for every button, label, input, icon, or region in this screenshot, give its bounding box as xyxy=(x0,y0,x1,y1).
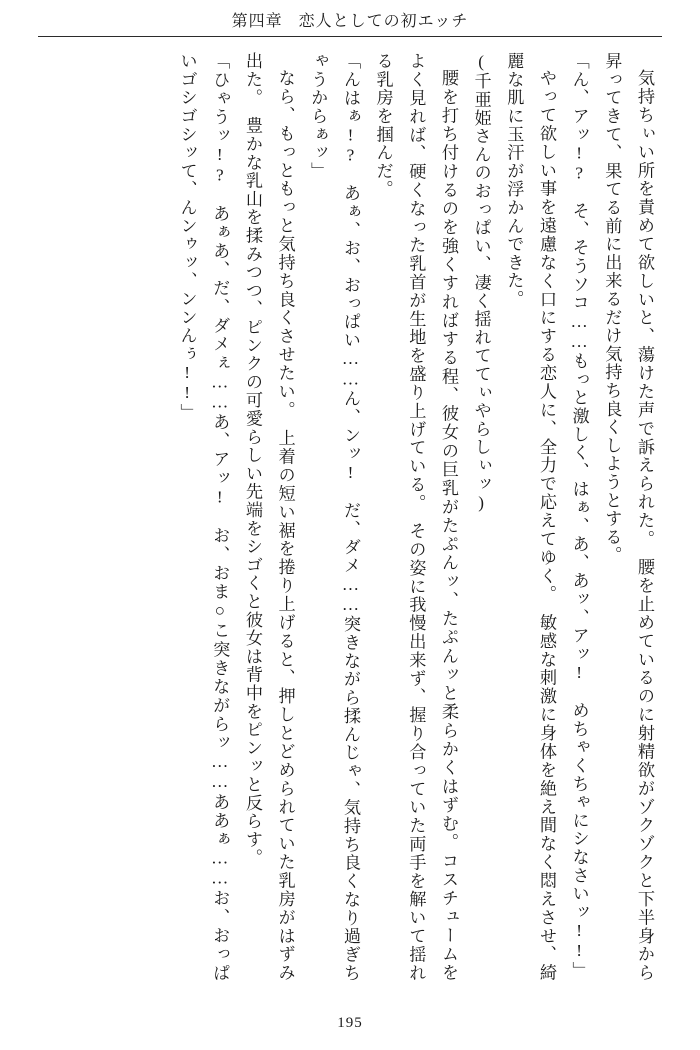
page-number: 195 xyxy=(337,1015,363,1031)
page-body-text xyxy=(40,52,660,982)
paragraph: やって欲しい事を遠慮なく口にする恋人に、全力で応えてゆく。 敏感な刺激に身体を絶え間なく悶えさせ、綺麗な肌に玉汗が浮かんできた。 xyxy=(504,52,556,982)
paragraph: 「ん、アッ!? そ、そうソコ……もっと激しく、はぁ、あ、あッ、アッ! めちゃくちゃにシなさいッ!!」 xyxy=(569,52,589,980)
paragraph: 腰を打ち付けるのを強くすればする程、彼女の巨乳がたぷんッ、たぷんッと柔らかくはずむ。コスチュームをよく見れば、硬くなった乳首が生地を盛り上げている。 その姿に我慢出来ず、握り合っていた両手を解いて揺れる乳房を掴んだ。 xyxy=(373,52,458,982)
paragraph: 気持ちぃい所を責めて欲しいと、蕩けた声で訴えられた。 腰を止めているのに射精欲がゾクゾクと下半身から昇ってきて、果てる前に出来るだけ気持ち良くしようとする。 xyxy=(602,52,654,982)
paragraph: 「んはぁ!? あぁ、お、おっぱい……ん、ンッ! だ、ダメ……突きながら揉んじゃ、気持ち良くなり過ぎちゃうからぁッ」 xyxy=(308,52,360,982)
paragraph: (千亜姫さんのおっぱい、凄く揺れててぃやらしぃッ) xyxy=(471,52,491,514)
paragraph: 「ひゃうッ!? あぁあ、だ、ダメぇ……あ、アッ! お、おま○こ突きながらッ……ああぁ……お、おっぱいゴシゴシッて、んンゥッ、ンンんぅ!!」 xyxy=(177,52,230,982)
header-divider xyxy=(38,36,662,37)
running-head xyxy=(0,8,700,31)
paragraph: なら、もっともっと気持ち良くさせたい。 上着の短い裾を捲り上げると、押しとどめられていた乳房がはずみ出た。 豊かな乳山を揉みつつ、ピンクの可愛らしい先端をシゴくと彼女は背中をピンッと反らす。 xyxy=(242,52,295,982)
chapter-title: 恋人としての初エッチ xyxy=(298,13,469,30)
chapter-number: 第四章 xyxy=(231,13,283,30)
